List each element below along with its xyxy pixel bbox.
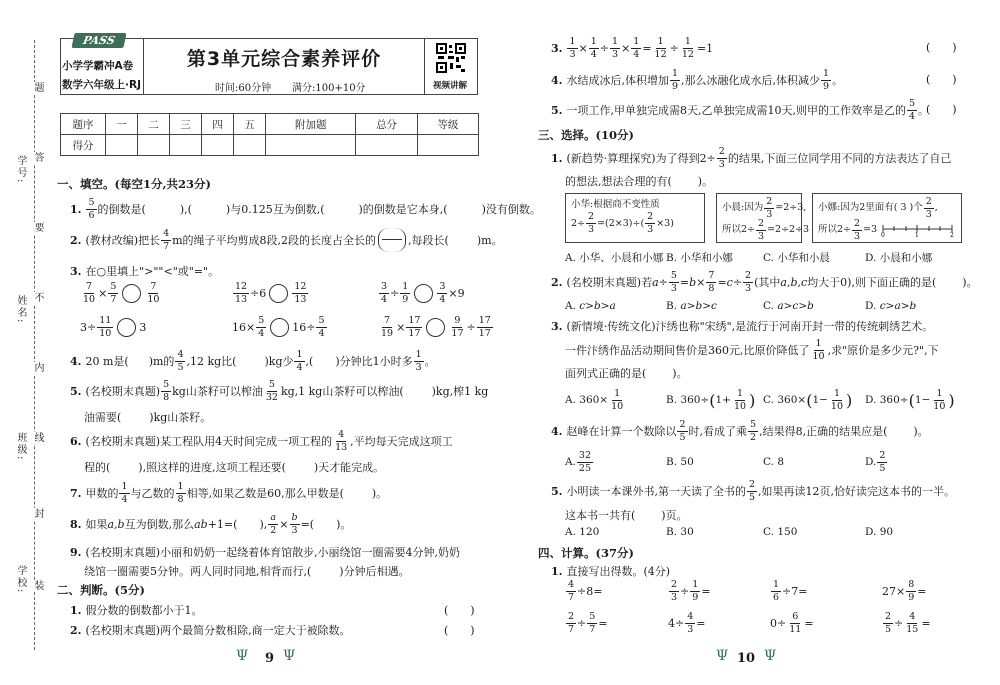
binding-name-label: 姓名: — [15, 295, 26, 325]
box-text: ×3) — [656, 217, 674, 229]
q-text: 假分数的倒数都小于1。 — [85, 604, 203, 617]
q-text: )天才能完成。 — [313, 461, 385, 474]
q-text: )。 — [962, 276, 978, 289]
q-text: 的倒数是( — [97, 203, 146, 216]
score-label: 满分:100+10分 — [292, 83, 366, 94]
compare-item: 3 4 ÷ 1 9 3 4 ×9 — [381, 281, 465, 305]
q-text: (教材改编)把长 — [85, 234, 161, 247]
binding-dashed-line — [34, 40, 35, 650]
q-text: ,每段长( — [408, 234, 449, 247]
q-text: )kg少 — [264, 355, 294, 368]
q-text: )的倒数是它本身,( — [358, 203, 448, 216]
q-text: 这本书一共有( — [565, 509, 636, 522]
option-d[interactable]: D. 90 — [865, 526, 894, 538]
q-text: )kg,榨1 kg — [431, 385, 489, 398]
question-1-5-cont — [84, 409, 211, 425]
section-title: 一、填空。(每空1分,共23分) — [57, 177, 211, 191]
q-number: 2. — [70, 233, 82, 247]
q-text: 的想法,想法合理的有( — [565, 175, 672, 188]
option-c[interactable]: C. 360× ( 1− 1 10 ) — [763, 388, 853, 412]
question-3-3-cont2 — [565, 365, 688, 381]
box-text: 所以2÷ — [818, 224, 852, 236]
q-text: 甲数的 — [85, 487, 119, 500]
page-title: 第3单元综合素养评价 — [186, 48, 382, 70]
score-header: 题序 — [61, 114, 106, 135]
q-text: kg山茶籽可以榨油 — [172, 385, 263, 398]
q-text: 。 — [918, 104, 930, 117]
q-text: (名校期末真题)两个最简分数相除,商一定大于被除数。 — [85, 624, 351, 637]
score-cell[interactable] — [202, 135, 234, 156]
q-number: 5. — [551, 484, 563, 498]
q-text: 在○里填上">""<"或"="。 — [85, 265, 220, 278]
option-a[interactable]: A. 120 — [565, 526, 600, 538]
question-2-5: 5. 一项工作,甲单独完成需8天,乙单独完成需10天,则甲的工作效率是乙的 5 4 。 — [551, 98, 930, 122]
q-text: )分钟比1小时多 — [335, 355, 413, 368]
compare-circle[interactable] — [269, 284, 288, 303]
q-text: =1 — [696, 41, 714, 55]
binding-class-label: 班级: — [15, 432, 26, 462]
answer-bracket[interactable]: ( ) — [926, 41, 957, 54]
q-text: (名校期末真题)某工程队用4天时间完成一项工程的 — [85, 435, 333, 448]
box-text: =3 — [863, 224, 878, 236]
binding-mark: 答 — [32, 152, 43, 164]
score-table — [60, 113, 479, 156]
score-header: 总分 — [356, 114, 417, 135]
q-text: )m。 — [476, 234, 503, 247]
q-text: ,12 kg比( — [186, 355, 237, 368]
question-3-2: 2. (名校期末真题)若 a ÷ 5 3 = b × 7 8 = c ÷ 2 3 (其中 a , b , c 均大于0),则下面正确的是( )。 — [551, 270, 978, 294]
q-text: 均大于0),则下面正确的是( — [807, 276, 937, 289]
q-text: ), — [259, 517, 268, 531]
box-text: 所以2÷ — [722, 224, 756, 236]
q-number: 2. — [551, 275, 563, 289]
option-d[interactable]: D. 360÷ ( 1− 1 10 ) — [865, 388, 955, 412]
qr-code-icon[interactable] — [436, 43, 466, 73]
brand-logo: PASS — [71, 33, 126, 48]
q-text: )页。 — [661, 509, 688, 522]
q-text: ),照这样的进度,这项工程还要( — [138, 461, 286, 474]
box-text: 小娜:因为2里面有( 3 )个 — [818, 202, 923, 214]
q-text: 。 — [424, 355, 436, 368]
question-3-5-cont — [565, 507, 688, 523]
score-row-label: 得分 — [61, 135, 106, 156]
q-number: 4. — [70, 354, 82, 368]
binding-mark: 不 — [32, 292, 43, 304]
fraction: 5 6 — [88, 197, 95, 221]
number-line-icon — [880, 223, 955, 237]
fraction-blank[interactable] — [378, 228, 406, 252]
calc-item: $\frac{4}{7}$ ÷8 = — [568, 579, 603, 603]
box-text: =2÷3, — [775, 202, 807, 214]
score-cell[interactable] — [417, 135, 478, 156]
calc-item: 27× $\frac{8}{9}$ = — [882, 579, 927, 603]
q-text: m的绳子平均剪成8段,2段的长度占全长的 — [172, 234, 377, 247]
option-a[interactable]: A. 360× $\frac{1}{10}$ — [565, 388, 624, 412]
method-box-xiaona: 小娜:因为2里面有( 3 )个 2 3 , 所以2÷ $\frac{2}{3}$ =3 0 1 2 — [812, 193, 962, 243]
question-1-9-cont — [84, 563, 410, 579]
header-divider — [424, 38, 425, 95]
q-text: ,那么冰融化成水后,体积减少 — [681, 74, 821, 87]
q-text: kg,1 kg山茶籽可以榨油( — [280, 385, 404, 398]
sprout-icon: Ψ — [716, 648, 729, 664]
q-text: 20 m是( — [85, 355, 129, 368]
q-text: 直接写出得数。(4分) — [566, 565, 671, 578]
time-label: 时间:60分钟 — [215, 83, 272, 94]
question-2-1 — [70, 602, 202, 618]
score-header: 一 — [106, 114, 138, 135]
compare-circle[interactable] — [122, 284, 141, 303]
q-text: 相等,如果乙数是60,那么甲数是( — [186, 487, 344, 500]
q-text: (其中 — [754, 276, 781, 289]
option-b[interactable]: B. 30 — [666, 526, 694, 538]
question-1-6-cont — [84, 459, 384, 475]
compare-item: 12 13 ÷6 12 13 — [235, 281, 307, 305]
option-b[interactable]: B. 360÷ ( 1+ 1 10 ) — [666, 388, 756, 412]
q-text: 与乙数的 — [130, 487, 175, 500]
q-text: 的结果,下面三位同学用不同的方法表达了自己 — [727, 152, 952, 165]
binding-mark: 装 — [32, 580, 43, 592]
calc-item: $\frac{1}{6}$ ÷7 = — [773, 579, 808, 603]
compare-circle[interactable] — [270, 318, 289, 337]
option-a[interactable]: A. c>b>a — [565, 300, 616, 312]
score-cell[interactable] — [266, 135, 356, 156]
q-number: 1. — [551, 564, 563, 578]
q-number: 2. — [70, 623, 82, 637]
q-number: 7. — [70, 486, 82, 500]
score-cell[interactable] — [138, 135, 170, 156]
question-1-1 — [70, 198, 541, 220]
option-b[interactable]: B. 小华和小娜 — [666, 252, 733, 264]
question-1-2 — [70, 228, 503, 252]
q-text: ,( — [305, 354, 314, 368]
q-number: 1. — [551, 151, 563, 165]
q-var: a,b — [107, 517, 125, 531]
binding-id-label: 学号: — [15, 155, 26, 185]
score-header: 五 — [234, 114, 266, 135]
q-number: 5. — [70, 384, 82, 398]
q-text: )。 — [672, 367, 688, 380]
q-text: 油需要( — [84, 411, 122, 424]
answer-bracket[interactable]: ( ) — [444, 604, 475, 617]
score-header: 附加题 — [266, 114, 356, 135]
method-box-xiaohua: 小华:根据商不变性质 2÷ $\frac{2}{3}$ =(2×3)÷( $\frac{2}{3}$ ×3) — [565, 193, 705, 243]
q-text: (新情境·传统文化)汴绣也称"宋绣",是流行于河南开封一带的传统刺绣艺术。 — [566, 320, 934, 333]
q-text: ),( — [179, 202, 192, 216]
question-1-6: 6. (名校期末真题)某工程队用4天时间完成一项工程的 4 13 ,平均每天完成这项工 — [70, 429, 453, 453]
q-text: ,平均每天完成这项工 — [350, 435, 453, 448]
q-text: ,如果再读12页,恰好读完这本书的一半。 — [758, 485, 956, 498]
q-number: 6. — [70, 434, 82, 448]
calc-item: 0÷ $\frac{6}{11}$ = — [770, 611, 814, 635]
q-number: 3. — [70, 264, 82, 278]
binding-mark: 线 — [32, 432, 43, 444]
binding-mark: 内 — [32, 362, 43, 374]
fraction: 4 7 — [163, 228, 170, 252]
question-1-7: 7. 甲数的 1 4 与乙数的 1 8 相等,如果乙数是60,那么甲数是( )。 — [70, 481, 388, 505]
question-1-3 — [70, 263, 219, 279]
q-text: )。 — [913, 425, 929, 438]
q-number: 1. — [70, 202, 82, 216]
q-number: 4. — [551, 424, 563, 438]
q-text: 小明读一本课外书,第一天读了全书的 — [566, 485, 746, 498]
q-text: )m的 — [148, 355, 175, 368]
calc-item: 4÷ $\frac{4}{3}$ = — [668, 611, 706, 635]
question-3-4: 4. 赵峰在计算一个数除以 2 5 时,看成了乘 5 2 ,结果得8,正确的结果应是( )。 — [551, 419, 929, 443]
question-2-2 — [70, 622, 351, 638]
compare-item: 7 10 × 5 7 7 10 — [83, 281, 160, 305]
q-text: 绕馆一圈需要5分钟。两人同时同地,相背而行,( — [84, 565, 312, 578]
q-var: ab — [194, 517, 208, 531]
answer-bracket[interactable]: ( ) — [926, 103, 957, 116]
q-text: (名校期末真题)若 — [566, 276, 653, 289]
box-text: =2÷2÷3 — [767, 224, 810, 236]
compare-item: 7 19 × 17 17 9 17 ÷ 17 17 — [381, 315, 491, 339]
option-a[interactable]: A. 小华、小晨和小娜 — [565, 252, 664, 264]
page-number-left: 9 — [265, 651, 275, 666]
q-text: (名校期末真题)小丽和奶奶一起绕着体育馆散步,小丽绕馆一圈需要4分钟,奶奶 — [85, 546, 461, 559]
score-cell[interactable] — [234, 135, 266, 156]
q-text: 一件汴绣作品活动期间售价是360元,比原价降低了 — [565, 344, 810, 357]
box-text: 小华:根据商不变性质 — [571, 199, 660, 210]
answer-bracket[interactable]: ( ) — [444, 624, 475, 637]
score-cell[interactable] — [356, 135, 417, 156]
option-b[interactable]: B. a>b>c — [666, 300, 717, 312]
score-cell[interactable] — [106, 135, 138, 156]
score-header: 二 — [138, 114, 170, 135]
box-text: 小晨:因为 — [722, 202, 764, 214]
q-text: 。 — [832, 74, 844, 87]
section-title: 三、选择。(10分) — [538, 128, 634, 142]
q-text: )没有倒数。 — [481, 203, 541, 216]
question-1-9 — [70, 544, 460, 560]
q-text: )分钟后相遇。 — [339, 565, 410, 578]
q-text: 互为倒数,那么 — [124, 518, 195, 531]
option-a[interactable]: A. 32 25 — [565, 450, 592, 474]
svg-text:1: 1 — [915, 232, 919, 237]
q-text: 时,看成了乘 — [688, 425, 748, 438]
page-number-right: 10 — [737, 651, 756, 666]
calc-item: 2 7 ÷ $\frac{5}{7}$ = — [568, 611, 608, 635]
svg-text:2: 2 — [950, 232, 954, 237]
option-c[interactable]: C. 8 — [763, 456, 785, 468]
q-text: 面列式正确的是( — [565, 367, 647, 380]
score-header: 三 — [170, 114, 202, 135]
option-d[interactable]: D. c>a>b — [865, 300, 917, 312]
sprout-icon: Ψ — [236, 648, 249, 664]
score-cell[interactable] — [170, 135, 202, 156]
question-1-8: 8. 如果 a,b 互为倒数,那么 ab +1=( ), a 2 × b 3 =( )。 — [70, 512, 352, 536]
section-title: 二、判断。(5分) — [57, 583, 145, 597]
q-text: )。 — [371, 487, 388, 500]
q-number: 9. — [70, 545, 82, 559]
q-text: (新趋势·算理探究)为了得到2÷ — [566, 152, 716, 165]
option-b[interactable]: B. 50 — [666, 456, 694, 468]
q-text: 一项工作,甲单独完成需8天,乙单独完成需10天,则甲的工作效率是乙的 — [566, 104, 906, 117]
question-1-4: 4. 20 m是( )m的 4 5 ,12 kg比( )kg少 1 4 ,( )分钟比1小时多 1 3 。 — [70, 349, 436, 373]
q-text: )。 — [336, 518, 352, 531]
q-text: 赵峰在计算一个数除以 — [566, 425, 677, 438]
q-text: (名校期末真题) — [85, 385, 161, 398]
section-title: 四、计算。(37分) — [538, 546, 634, 560]
series-name: 小学学霸冲A卷 — [62, 60, 134, 72]
q-number: 3. — [551, 41, 563, 55]
q-text: 程的( — [84, 461, 111, 474]
binding-school-label: 学校: — [15, 565, 26, 595]
question-2-4: 4. 水结成冰后,体积增加 1 9 ,那么冰融化成水后,体积减少 1 9 。 — [551, 68, 844, 92]
q-text: )与0.125互为倒数,( — [225, 203, 325, 216]
q-text: ,结果得8,正确的结果应是( — [759, 425, 888, 438]
question-3-5: 5. 小明读一本课外书,第一天读了全书的 2 5 ,如果再读12页,恰好读完这本书的一半。 — [551, 479, 956, 503]
question-3-1: 1. (新趋势·算理探究)为了得到2÷ $\frac{2}{3}$ 的结果,下面三位同学用不同的方法表达了自己 — [551, 146, 952, 170]
calc-item: 2 5 ÷ $\frac{4}{15}$ = — [885, 611, 931, 635]
q-number: 8. — [70, 517, 82, 531]
compare-item: 16× 5 4 16÷ 5 4 — [232, 315, 325, 339]
binding-mark: 要 — [32, 222, 43, 234]
score-header: 等级 — [417, 114, 478, 135]
question-3-3-cont: 一件汴绣作品活动期间售价是360元,比原价降低了 1 10 ,求"原价是多少元?",下 — [565, 338, 939, 362]
q-text: 水结成冰后,体积增加 — [566, 74, 669, 87]
compare-circle[interactable] — [117, 318, 136, 337]
compare-circle[interactable] — [426, 318, 445, 337]
sprout-icon: Ψ — [764, 648, 777, 664]
question-2-3: 3. 1 3 × 1 4 ÷ 1 3 × 1 4 = 1 12 ÷ $\frac{1}{12}$ =1 — [551, 36, 714, 60]
binding-mark: 封 — [32, 508, 43, 520]
method-box-xiaochen: 小晨:因为 $\frac{2}{3}$ =2÷3, 所以2÷ $\frac{2}{3}$ =2÷2÷3 — [716, 193, 802, 243]
box-text: , — [934, 202, 938, 214]
compare-circle[interactable] — [414, 284, 433, 303]
option-c[interactable]: C. 小华和小晨 — [763, 252, 830, 264]
q-text: )。 — [697, 175, 714, 188]
option-c[interactable]: C. 150 — [763, 526, 798, 538]
option-c[interactable]: C. a>c>b — [763, 300, 814, 312]
q-text: )kg山茶籽。 — [149, 411, 212, 424]
video-label: 视频讲解 — [433, 81, 468, 91]
question-3-1-cont — [565, 173, 713, 189]
grade-label: 数学六年级上·RJ — [62, 79, 141, 91]
score-header: 四 — [202, 114, 234, 135]
q-text: 如果 — [85, 518, 108, 531]
compare-item: 3÷ 11 10 3 — [80, 315, 147, 339]
q-number: 5. — [551, 103, 563, 117]
svg-text:0: 0 — [881, 232, 885, 237]
question-1-5: 5. (名校期末真题) 5 8 kg山茶籽可以榨油 5 32 kg,1 kg山茶籽可以榨油( )kg,榨1 kg — [70, 379, 489, 403]
box-text: 2÷ — [571, 217, 586, 229]
binding-mark: 题 — [32, 82, 43, 94]
calc-item: 2 3 ÷ $\frac{1}{9}$ = — [671, 579, 711, 603]
question-3-3 — [551, 318, 933, 334]
option-d[interactable]: D. 小晨和小娜 — [865, 252, 933, 264]
question-4-1 — [551, 563, 670, 579]
option-d[interactable]: D. 2 5 — [865, 450, 886, 474]
sprout-icon: Ψ — [283, 648, 296, 664]
box-text: =(2×3)÷( — [597, 217, 645, 229]
q-number: 4. — [551, 73, 563, 87]
q-text: +1=( — [207, 517, 238, 531]
q-text: ,求"原价是多少元?",下 — [827, 344, 939, 357]
answer-bracket[interactable]: ( ) — [926, 73, 957, 86]
q-number: 3. — [551, 319, 563, 333]
q-number: 1. — [70, 603, 82, 617]
